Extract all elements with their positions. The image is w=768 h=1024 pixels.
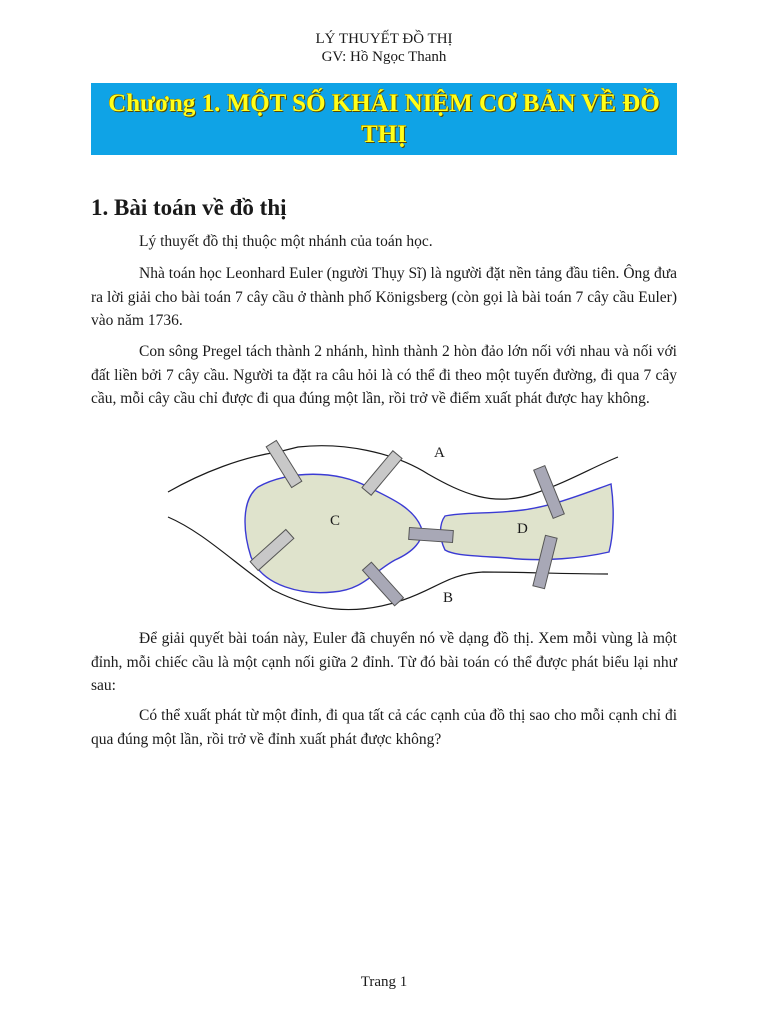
section-heading: 1. Bài toán về đồ thị xyxy=(91,195,287,220)
header-course-title: LÝ THUYẾT ĐỒ THỊ xyxy=(315,31,453,47)
label-a: A xyxy=(434,445,445,461)
bridge-4 xyxy=(362,562,403,606)
bridge-2 xyxy=(362,451,402,495)
paragraph-pregel: Con sông Pregel tách thành 2 nhánh, hình thành 2 hòn đảo lớn nối với nhau và nối với đất liền bởi 7 cây cầu. Người ta đặt ra câu hỏi là có thể đi theo một tuyến đường, đi qua 7 cây cầu, mỗi cây cầu chỉ được đi qua đúng một lần, rồi trở về điểm xuất phát được hay không. xyxy=(91,343,677,407)
document-header xyxy=(0,30,768,66)
paragraph-intro: Lý thuyết đồ thị thuộc một nhánh của toán học. xyxy=(139,233,433,250)
bridge-5 xyxy=(409,527,454,542)
header-lecturer: GV: Hồ Ngọc Thanh xyxy=(321,49,447,65)
konigsberg-bridges-diagram xyxy=(163,432,623,612)
island-c xyxy=(245,474,422,592)
chapter-banner xyxy=(91,83,677,155)
chapter-title: Chương 1. MỘT SỐ KHÁI NIỆM CƠ BẢN VỀ ĐỒ THỊ xyxy=(108,90,660,148)
label-b: B xyxy=(443,590,454,606)
page-number: Trang 1 xyxy=(360,974,408,990)
paragraph-euler: Nhà toán học Leonhard Euler (người Thụy Sĩ) là người đặt nền tảng đầu tiên. Ông đưa ra lời giải cho bài toán 7 cây cầu ở thành phố Königsberg (còn gọi là bài toán 7 cây cầu Euler) vào năm 1736. xyxy=(91,265,677,329)
paragraph-graph-model: Để giải quyết bài toán này, Euler đã chuyển nó về dạng đồ thị. Xem mỗi vùng là một đỉnh, mỗi chiếc cầu là một cạnh nối giữa 2 đỉnh. Từ đó bài toán có thể được phát biểu lại như sau: xyxy=(91,630,677,694)
label-d: D xyxy=(517,521,528,537)
paragraph-question: Có thể xuất phát từ một đỉnh, đi qua tất cả các cạnh của đồ thị sao cho mỗi cạnh chỉ đi qua đúng một lần, rồi trở về đỉnh xuất phát được không? xyxy=(91,707,677,748)
label-c: C xyxy=(330,513,341,529)
